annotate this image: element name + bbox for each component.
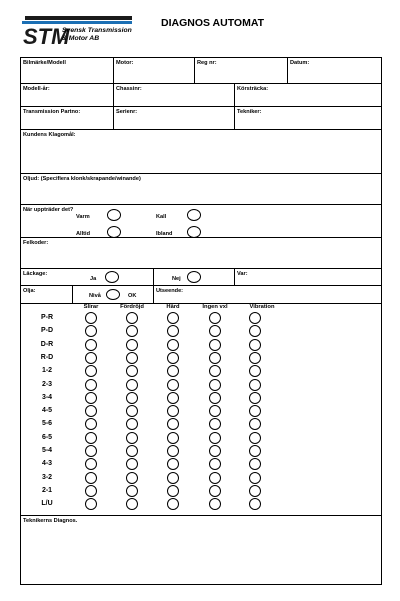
transmission-partno-label: Transmission Partno: bbox=[23, 109, 81, 115]
gear-checkbox[interactable] bbox=[85, 352, 97, 364]
no-label: Nej bbox=[172, 276, 181, 282]
mileage-label: Körsträcka: bbox=[237, 86, 269, 92]
date-label: Datum: bbox=[290, 60, 310, 66]
gear-checkbox[interactable] bbox=[85, 379, 97, 391]
gear-checkbox[interactable] bbox=[209, 405, 221, 417]
gear-checkbox[interactable] bbox=[126, 312, 138, 324]
warm-label: Varm bbox=[76, 214, 90, 220]
make-model-label: Bilmärke/Modell bbox=[23, 60, 66, 66]
yes-label: Ja bbox=[90, 276, 97, 282]
gear-checkbox[interactable] bbox=[209, 432, 221, 444]
gear-checkbox[interactable] bbox=[85, 485, 97, 497]
gear-checkbox[interactable] bbox=[85, 432, 97, 444]
when-occurs-label: När uppträder det? bbox=[23, 207, 74, 213]
customer-complaint-label: Kundens Klagomål: bbox=[23, 132, 76, 138]
gear-label: D-R bbox=[40, 340, 54, 348]
gear-checkbox[interactable] bbox=[209, 445, 221, 457]
gear-checkbox[interactable] bbox=[249, 392, 261, 404]
gear-label: 5-4 bbox=[41, 447, 53, 454]
gear-checkbox[interactable] bbox=[126, 339, 138, 351]
gear-checkbox[interactable] bbox=[167, 445, 179, 457]
chassis-no-label: Chassinr: bbox=[116, 86, 142, 92]
gear-label: 5-6 bbox=[41, 420, 53, 428]
gear-label: R-D bbox=[40, 353, 54, 361]
gear-checkbox[interactable] bbox=[126, 432, 138, 444]
gear-label: 4-3 bbox=[41, 460, 53, 468]
column-header-hard: Hård bbox=[166, 304, 180, 310]
serial-no-label: Serienr: bbox=[116, 109, 138, 115]
always-checkbox[interactable] bbox=[107, 226, 121, 238]
technician-diagnosis-label: Teknikerns Diagnos. bbox=[23, 518, 78, 524]
gear-checkbox[interactable] bbox=[167, 472, 179, 484]
sometimes-checkbox[interactable] bbox=[187, 226, 201, 238]
gear-checkbox[interactable] bbox=[126, 472, 138, 484]
gear-checkbox[interactable] bbox=[249, 445, 261, 457]
gear-checkbox[interactable] bbox=[249, 405, 261, 417]
gear-label: 3-4 bbox=[41, 393, 53, 401]
gear-checkbox[interactable] bbox=[126, 392, 138, 404]
sometimes-label: Ibland bbox=[156, 231, 173, 237]
gear-checkbox[interactable] bbox=[209, 352, 221, 364]
gear-label: 2-3 bbox=[41, 380, 53, 388]
cold-checkbox[interactable] bbox=[187, 209, 201, 221]
fault-codes-label: Felkoder: bbox=[23, 240, 49, 246]
gear-checkbox[interactable] bbox=[209, 339, 221, 351]
column-header-slirar: Slirar bbox=[83, 304, 99, 310]
leakage-yes-checkbox[interactable] bbox=[105, 271, 119, 283]
oil-level-checkbox[interactable] bbox=[106, 289, 120, 300]
company-logo bbox=[22, 14, 70, 54]
gear-label: P-D bbox=[40, 327, 54, 335]
gear-checkbox[interactable] bbox=[126, 405, 138, 417]
gear-checkbox[interactable] bbox=[209, 312, 221, 324]
technician-label: Tekniker: bbox=[237, 109, 262, 115]
gear-label: 6-5 bbox=[41, 433, 53, 441]
gear-checkbox[interactable] bbox=[85, 312, 97, 324]
gear-checkbox[interactable] bbox=[249, 312, 261, 324]
svg-text:STM: STM bbox=[23, 24, 70, 49]
oil-ok-label: OK bbox=[128, 293, 137, 299]
logo-bar-blue bbox=[60, 21, 132, 24]
gear-checkbox[interactable] bbox=[209, 392, 221, 404]
model-year-label: Modell-år: bbox=[23, 86, 50, 92]
gear-label: P-R bbox=[40, 314, 54, 321]
gear-checkbox[interactable] bbox=[249, 485, 261, 497]
logo-bar bbox=[60, 16, 132, 20]
column-header-vibration: Vibration bbox=[249, 304, 275, 310]
gear-checkbox[interactable] bbox=[249, 432, 261, 444]
gear-checkbox[interactable] bbox=[249, 379, 261, 391]
gear-checkbox[interactable] bbox=[126, 379, 138, 391]
company-name-line2: & Motor AB bbox=[62, 35, 100, 42]
appearance-label: Utseende: bbox=[156, 288, 184, 294]
where-label: Var: bbox=[237, 271, 248, 277]
cold-label: Kall bbox=[156, 214, 167, 220]
engine-label: Motor: bbox=[116, 60, 134, 66]
reg-no-label: Reg nr: bbox=[197, 60, 217, 66]
gear-checkbox[interactable] bbox=[209, 472, 221, 484]
gear-checkbox[interactable] bbox=[167, 352, 179, 364]
column-header-ingen-vxl: Ingen vxl bbox=[202, 304, 228, 310]
gear-checkbox[interactable] bbox=[167, 405, 179, 417]
gear-checkbox[interactable] bbox=[126, 485, 138, 497]
leakage-no-checkbox[interactable] bbox=[187, 271, 201, 283]
gear-checkbox[interactable] bbox=[209, 485, 221, 497]
gear-checkbox[interactable] bbox=[85, 445, 97, 457]
noise-label: Oljud: (Specifiera klonk/skrapande/winande) bbox=[23, 176, 141, 182]
gear-label: 4-5 bbox=[41, 407, 53, 415]
page-title: DIAGNOS AUTOMAT bbox=[161, 17, 265, 29]
company-name-line1: Svensk Transmission bbox=[62, 27, 132, 34]
always-label: Alltid bbox=[76, 231, 90, 237]
oil-level-label: Nivå bbox=[89, 293, 101, 299]
gear-checkbox[interactable] bbox=[249, 472, 261, 484]
column-header-fordrojd: Fördröjd bbox=[120, 304, 144, 310]
gear-checkbox[interactable] bbox=[167, 432, 179, 444]
gear-label: L/U bbox=[41, 500, 53, 508]
gear-checkbox[interactable] bbox=[167, 485, 179, 497]
gear-checkbox[interactable] bbox=[209, 379, 221, 391]
gear-label: 3-2 bbox=[41, 473, 53, 481]
gear-checkbox[interactable] bbox=[85, 405, 97, 417]
oil-label: Olja: bbox=[23, 288, 36, 294]
gear-checkbox[interactable] bbox=[249, 352, 261, 364]
warm-checkbox[interactable] bbox=[107, 209, 121, 221]
gear-checkbox[interactable] bbox=[85, 392, 97, 404]
gear-checkbox[interactable] bbox=[167, 312, 179, 324]
gear-checkbox[interactable] bbox=[249, 339, 261, 351]
gear-checkbox[interactable] bbox=[85, 339, 97, 351]
gear-checkbox[interactable] bbox=[126, 445, 138, 457]
gear-checkbox[interactable] bbox=[85, 472, 97, 484]
leakage-label: Läckage: bbox=[23, 271, 48, 277]
gear-checkbox[interactable] bbox=[167, 379, 179, 391]
gear-label: 1-2 bbox=[41, 367, 53, 375]
gear-checkbox[interactable] bbox=[167, 339, 179, 351]
gear-checkbox[interactable] bbox=[167, 392, 179, 404]
gear-label: 2-1 bbox=[41, 486, 53, 494]
gear-checkbox[interactable] bbox=[126, 352, 138, 364]
